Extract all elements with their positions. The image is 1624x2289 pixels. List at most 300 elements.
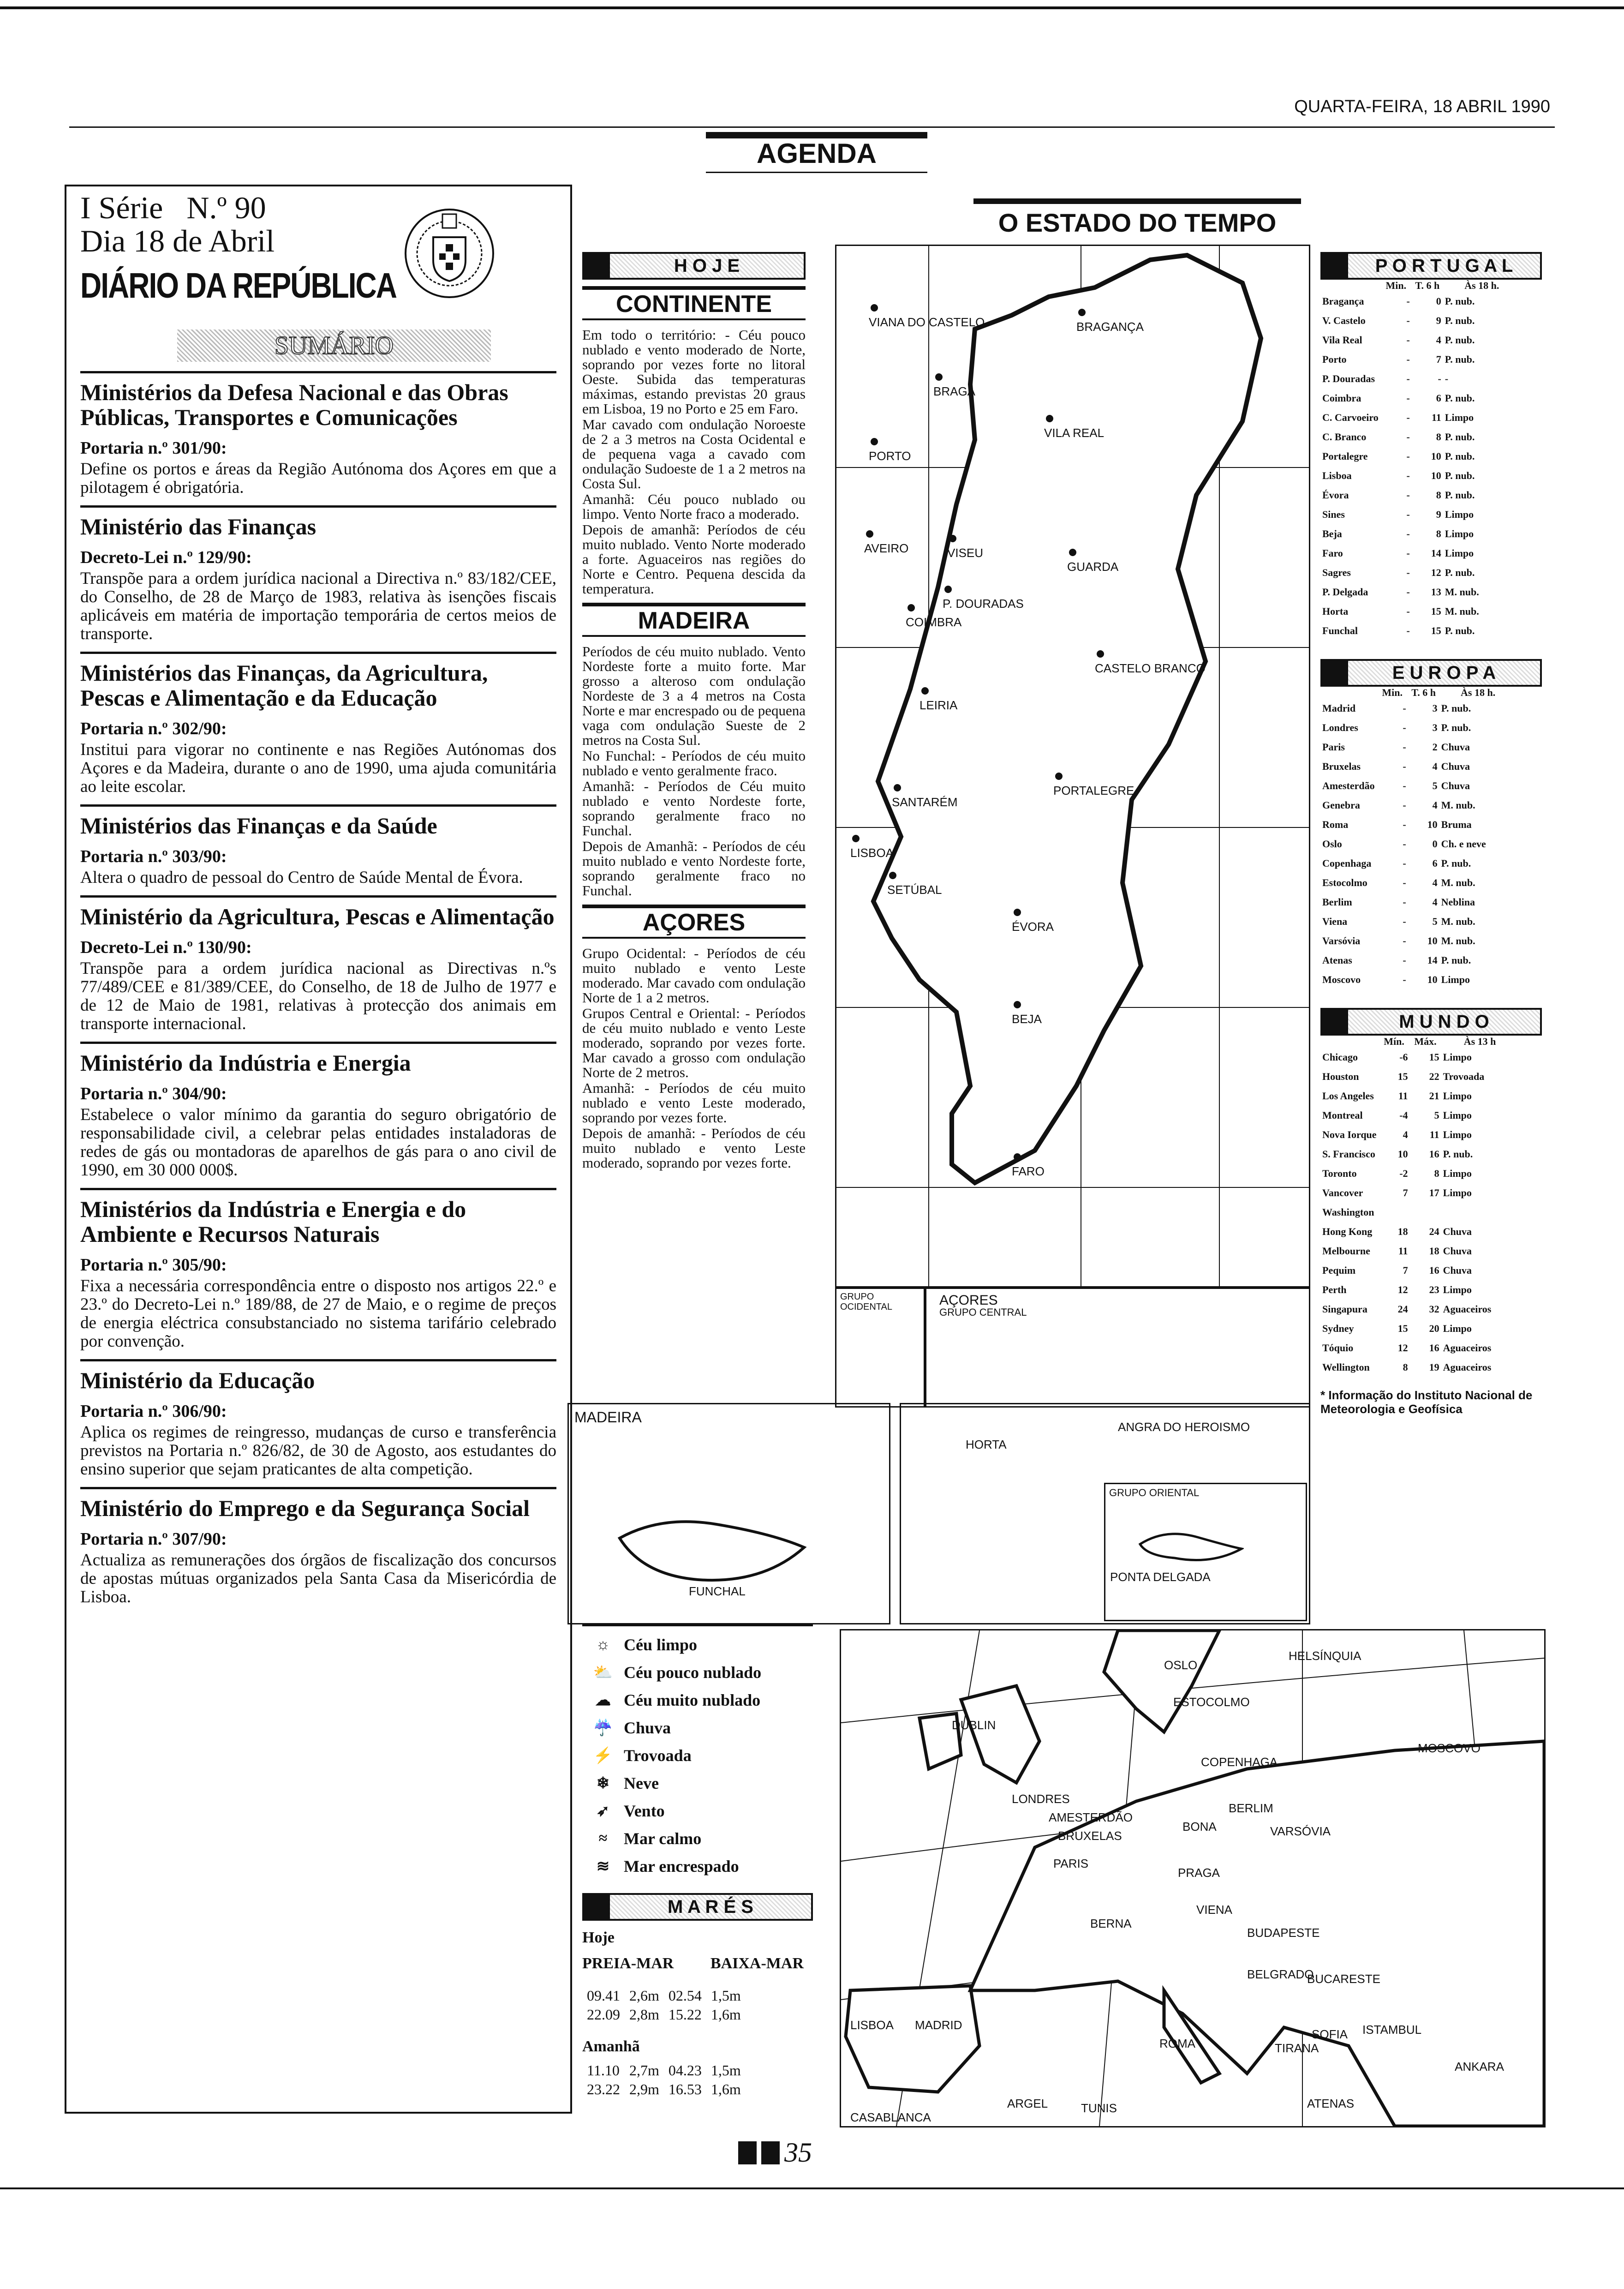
table-cell: 8 bbox=[1436, 489, 1441, 501]
table-cell: - bbox=[1403, 954, 1406, 966]
table-cell: - bbox=[1403, 935, 1406, 947]
ministry-name: Ministérios da Defesa Nacional e das Obras Públicas, Transportes e Comunicações bbox=[80, 379, 508, 430]
table-cell: V. Castelo bbox=[1322, 315, 1366, 326]
city-label: COPENHAGA bbox=[1201, 1755, 1278, 1769]
table-cell: 24 bbox=[1397, 1303, 1408, 1315]
table-cell: P. nub. bbox=[1441, 954, 1471, 966]
tide-cell: 2,8m bbox=[629, 2006, 659, 2023]
central-oriental-box: HORTA ANGRA DO HEROISMO GRUPO ORIENTAL PONTA DELGADA bbox=[900, 1403, 1310, 1624]
table-row bbox=[1320, 1125, 1519, 1144]
legend-item bbox=[582, 1742, 813, 1769]
table-row bbox=[1320, 912, 1517, 931]
partly-cloudy-icon: ⛅ bbox=[593, 1664, 613, 1681]
table-cell: 15 bbox=[1429, 1051, 1439, 1063]
table-cell: - bbox=[1406, 295, 1410, 307]
table-cell: 8 bbox=[1436, 431, 1441, 443]
europa-table bbox=[1320, 687, 1517, 989]
table-cell: Atenas bbox=[1322, 954, 1352, 966]
table-cell: M. nub. bbox=[1441, 935, 1475, 947]
table-cell: Funchal bbox=[1322, 625, 1358, 636]
table-cell: Beja bbox=[1322, 528, 1342, 539]
column-header: Mín. bbox=[1384, 1036, 1404, 1047]
table-cell: Horta bbox=[1322, 605, 1349, 617]
table-row bbox=[1320, 776, 1517, 796]
city-label: GUARDA bbox=[1067, 560, 1119, 574]
table-cell: Copenhaga bbox=[1322, 857, 1372, 869]
table-row bbox=[1320, 834, 1517, 854]
table-cell: 3 bbox=[1432, 722, 1438, 733]
publisher-logo bbox=[738, 2141, 757, 2164]
tide-cell: 1,5m bbox=[710, 2062, 741, 2079]
table-cell: Chuva bbox=[1443, 1226, 1472, 1237]
table-row bbox=[1320, 873, 1517, 893]
city-label: AMESTERDÃO bbox=[1049, 1810, 1133, 1824]
table-row bbox=[1320, 854, 1517, 873]
city-label: COIMBRA bbox=[906, 615, 962, 629]
rough-sea-icon: ≋ bbox=[596, 1858, 610, 1875]
table-cell: P. nub. bbox=[1445, 354, 1475, 365]
table-cell: 4 bbox=[1432, 896, 1438, 908]
city-dot bbox=[908, 604, 915, 611]
decree-summary: Fixa a necessária correspondência entre o disposto nos artigos 22.º e 23.º do Decreto-Lei n.º 189/88, de 27 de Maio, e o regime de preços de energia eléctrica consubstanciado no sistema tarifário celebrado por convenção. bbox=[80, 1276, 556, 1351]
table-cell: Wellington bbox=[1322, 1361, 1370, 1373]
decree-number: Portaria n.º 305/90: bbox=[80, 1255, 227, 1275]
table-cell: Porto bbox=[1322, 354, 1347, 365]
table-cell: Limpo bbox=[1445, 412, 1474, 423]
legend-label: Trovoada bbox=[624, 1746, 692, 1765]
table-cell: Chuva bbox=[1441, 761, 1470, 772]
table-cell: -4 bbox=[1399, 1109, 1408, 1121]
publisher-logo-2 bbox=[761, 2141, 780, 2164]
table-cell: C. Branco bbox=[1322, 431, 1367, 443]
decree-number: Portaria n.º 303/90: bbox=[80, 847, 227, 866]
table-row bbox=[1320, 1319, 1519, 1338]
table-cell: 17 bbox=[1429, 1187, 1439, 1198]
table-cell: - bbox=[1406, 334, 1410, 346]
decree-summary: Estabelece o valor mínimo da garantia do seguro obrigatório de responsabilidade civil, a celebrar pelas entidades instaladoras de redes de gás ou montadoras de aparelhos de gás para o ano civil de 1990, em 30 000 000$. bbox=[80, 1105, 556, 1180]
table-row bbox=[1320, 815, 1517, 834]
table-cell: Houston bbox=[1322, 1071, 1359, 1082]
table-cell: - bbox=[1403, 974, 1406, 985]
table-cell: Vancover bbox=[1322, 1187, 1363, 1198]
hoje-bar bbox=[582, 252, 806, 280]
table-cell: - bbox=[1403, 702, 1406, 714]
table-cell: 7 bbox=[1403, 1187, 1408, 1198]
table-cell: Montreal bbox=[1322, 1109, 1363, 1121]
table-cell: 8 bbox=[1403, 1361, 1408, 1373]
table-cell: 18 bbox=[1429, 1245, 1439, 1257]
table-cell: Limpo bbox=[1441, 974, 1470, 985]
table-cell: 12 bbox=[1431, 567, 1441, 578]
table-cell bbox=[1441, 1203, 1519, 1222]
table-row bbox=[1320, 893, 1517, 912]
table-cell: - bbox=[1406, 412, 1410, 423]
table-cell: 9 bbox=[1436, 315, 1441, 326]
city-dot bbox=[1014, 1153, 1021, 1161]
table-cell: 11 bbox=[1432, 412, 1441, 423]
table-cell: - bbox=[1403, 722, 1406, 733]
table-cell: P. nub. bbox=[1441, 722, 1471, 733]
city-label: BONA bbox=[1182, 1820, 1217, 1834]
table-row bbox=[1320, 466, 1521, 485]
page-number: 35 bbox=[784, 2137, 812, 2168]
table-cell: 6 bbox=[1432, 857, 1438, 869]
table-cell: Washington bbox=[1322, 1206, 1374, 1218]
city-label: SOFIA bbox=[1312, 2027, 1348, 2041]
table-cell: 5 bbox=[1432, 780, 1438, 791]
header-blank bbox=[1320, 280, 1380, 292]
table-cell: 15 bbox=[1397, 1071, 1408, 1082]
table-cell: Ch. e neve bbox=[1441, 838, 1486, 850]
table-cell: Chuva bbox=[1443, 1245, 1472, 1257]
table-row bbox=[1320, 970, 1517, 989]
legend-item bbox=[582, 1825, 813, 1852]
table-cell: 0 bbox=[1432, 838, 1438, 850]
acores-heading: AÇORES bbox=[582, 905, 806, 939]
table-cell: 24 bbox=[1429, 1226, 1439, 1237]
table-cell: M. nub. bbox=[1441, 916, 1475, 927]
table-cell: M. nub. bbox=[1445, 605, 1479, 617]
legend-item bbox=[582, 1686, 813, 1714]
table-cell: Estocolmo bbox=[1322, 877, 1367, 888]
ministry-name: Ministérios das Finanças, da Agricultura, Pescas e Alimentação e da Educação bbox=[80, 660, 488, 711]
decree-number: Portaria n.º 306/90: bbox=[80, 1402, 227, 1421]
legend-item bbox=[582, 1631, 813, 1659]
wind-icon: ➶ bbox=[596, 1803, 610, 1820]
table-cell: Sines bbox=[1322, 509, 1345, 520]
ministry-name: Ministério do Emprego e da Segurança Social bbox=[80, 1495, 530, 1521]
table-cell: 22 bbox=[1429, 1071, 1439, 1082]
legend-label: Céu muito nublado bbox=[624, 1691, 761, 1709]
cloudy-icon: ☁ bbox=[595, 1692, 611, 1709]
table-row bbox=[1320, 1164, 1519, 1183]
table-cell: - bbox=[1403, 877, 1406, 888]
table-cell: 10 bbox=[1427, 974, 1438, 985]
tides-header: PREIA-MAR BAIXA-MAR bbox=[582, 1955, 804, 1972]
weather-tables bbox=[1320, 252, 1542, 1416]
table-cell: - bbox=[1406, 605, 1410, 617]
decree-summary: Transpõe para a ordem jurídica nacional as Directivas n.ºs 77/489/CEE e 81/389/CEE, do Conselho, de 18 de Julho de 1977 e de 12 de Maio de 1981, relativas à protecção dos animais em transporte internacional. bbox=[80, 959, 556, 1033]
table-row bbox=[1320, 737, 1517, 757]
table-row bbox=[1320, 350, 1521, 369]
table-cell: 8 bbox=[1434, 1168, 1439, 1179]
table-cell: - bbox=[1406, 489, 1410, 501]
table-row bbox=[1320, 544, 1521, 563]
table-cell: Vila Real bbox=[1322, 334, 1362, 346]
decree-number: Portaria n.º 301/90: bbox=[80, 438, 227, 458]
column-header: T. 6 h bbox=[1411, 687, 1436, 698]
table-row bbox=[1320, 699, 1517, 718]
decree-number: Decreto-Lei n.º 129/90: bbox=[80, 548, 252, 567]
continente-heading: CONTINENTE bbox=[582, 286, 806, 320]
table-cell: Melbourne bbox=[1322, 1245, 1370, 1257]
table-cell: Hong Kong bbox=[1322, 1226, 1373, 1237]
table-cell: 0 bbox=[1436, 295, 1441, 307]
sumario-section bbox=[80, 1188, 556, 1359]
table-cell: 18 bbox=[1397, 1226, 1408, 1237]
decree-summary: Altera o quadro de pessoal do Centro de Saúde Mental de Évora. bbox=[80, 868, 523, 887]
table-cell: Londres bbox=[1322, 722, 1358, 733]
table-header bbox=[1320, 1036, 1519, 1048]
table-cell: 21 bbox=[1429, 1090, 1439, 1102]
city-label: TIRANA bbox=[1275, 2041, 1319, 2055]
table-cell: Varsóvia bbox=[1322, 935, 1361, 947]
decree-number: Decreto-Lei n.º 130/90: bbox=[80, 938, 252, 957]
table-cell: Lisboa bbox=[1322, 470, 1352, 481]
table-cell: Limpo bbox=[1443, 1323, 1472, 1334]
table-row bbox=[1320, 1222, 1519, 1241]
forecast-paragraph: Grupo Ocidental: - Períodos de céu muito nublado e vento Leste moderado. Mar cavado com ondulação Norte de 1 a 2 metros. bbox=[582, 945, 806, 1006]
continente-text bbox=[582, 328, 806, 596]
table-cell: 10 bbox=[1397, 1148, 1408, 1160]
table-cell: Coimbra bbox=[1322, 392, 1361, 404]
table-cell: Berlim bbox=[1322, 896, 1352, 908]
table-cell: M. nub. bbox=[1441, 877, 1475, 888]
table-cell: - bbox=[1403, 896, 1406, 908]
table-cell: P. nub. bbox=[1443, 1148, 1473, 1160]
city-label: BEJA bbox=[1012, 1012, 1042, 1026]
table-cell: - bbox=[1403, 761, 1406, 772]
europe-map bbox=[840, 1629, 1546, 2127]
table-row bbox=[1320, 796, 1517, 815]
table-row bbox=[1320, 292, 1521, 311]
city-dot bbox=[1014, 909, 1021, 916]
table-cell: - bbox=[1406, 373, 1410, 384]
table-cell: - bbox=[1406, 450, 1410, 462]
table-row bbox=[1320, 427, 1521, 447]
ministry-name: Ministério da Indústria e Energia bbox=[80, 1050, 411, 1076]
rain-icon: ☔ bbox=[593, 1720, 613, 1737]
table-cell: M. nub. bbox=[1441, 799, 1475, 811]
city-label: OSLO bbox=[1164, 1658, 1198, 1672]
table-cell: - bbox=[1406, 586, 1410, 598]
table-cell: P. nub. bbox=[1445, 392, 1475, 404]
sun-icon: ☼ bbox=[596, 1636, 610, 1653]
diario-header bbox=[80, 190, 556, 360]
date-line: QUARTA-FEIRA, 18 ABRIL 1990 bbox=[1294, 97, 1550, 116]
city-label: BRUXELAS bbox=[1058, 1829, 1122, 1843]
table-cell: Limpo bbox=[1443, 1187, 1472, 1198]
table-cell: P. Delgada bbox=[1322, 586, 1368, 598]
city-dot bbox=[935, 373, 943, 381]
table-cell: Bruma bbox=[1441, 819, 1472, 830]
tide-cell: 02.54 bbox=[668, 1987, 702, 2004]
table-cell: M. nub. bbox=[1445, 586, 1479, 598]
table-row bbox=[1320, 718, 1517, 737]
table-cell: Portalegre bbox=[1322, 450, 1368, 462]
tide-row bbox=[582, 2061, 746, 2080]
table-cell: - bbox=[1403, 838, 1406, 850]
city-label: VISEU bbox=[947, 546, 984, 560]
tide-cell: 16.53 bbox=[668, 2081, 702, 2097]
table-cell: Roma bbox=[1322, 819, 1349, 830]
snow-icon: ❄ bbox=[596, 1775, 610, 1792]
table-cell bbox=[1410, 1203, 1441, 1222]
table-row bbox=[1320, 582, 1521, 602]
table-row bbox=[1320, 621, 1521, 641]
table-cell: Aguaceiros bbox=[1443, 1303, 1492, 1315]
table-row bbox=[1320, 505, 1521, 524]
table-cell: 5 bbox=[1432, 916, 1438, 927]
table-cell: 5 bbox=[1434, 1109, 1439, 1121]
table-cell: - bbox=[1406, 509, 1410, 520]
header-rule bbox=[69, 126, 1555, 128]
table-cell: Moscovo bbox=[1322, 974, 1361, 985]
table-cell: Perth bbox=[1322, 1284, 1347, 1295]
tide-row bbox=[582, 2005, 746, 2024]
table-cell: P. Douradas bbox=[1322, 373, 1375, 384]
city-dot bbox=[1014, 1001, 1021, 1008]
column-header: Min. bbox=[1382, 687, 1403, 698]
column-header: T. 6 h bbox=[1415, 280, 1440, 291]
table-cell: P. nub. bbox=[1445, 625, 1475, 636]
table-row bbox=[1320, 369, 1521, 389]
europa-bar: E U R O P A bbox=[1320, 659, 1542, 687]
table-cell: 11 bbox=[1398, 1090, 1408, 1102]
column-header: Às 13 h bbox=[1463, 1036, 1496, 1047]
table-row bbox=[1320, 311, 1521, 330]
madeira-text bbox=[582, 644, 806, 898]
sumario-section bbox=[80, 652, 556, 804]
city-label: ESTOCOLMO bbox=[1173, 1695, 1250, 1709]
tide-cell: 15.22 bbox=[668, 2006, 702, 2023]
table-cell: 10 bbox=[1431, 470, 1441, 481]
city-dot bbox=[871, 304, 878, 312]
sumario-section bbox=[80, 1042, 556, 1188]
header-blank bbox=[1320, 1036, 1379, 1048]
table-cell: Madrid bbox=[1322, 702, 1356, 714]
city-label: DUBLIN bbox=[952, 1718, 996, 1732]
table-cell: Chicago bbox=[1322, 1051, 1358, 1063]
table-cell: 6 bbox=[1436, 392, 1441, 404]
legend-item bbox=[582, 1852, 813, 1880]
table-row bbox=[1320, 524, 1521, 544]
city-label: ÉVORA bbox=[1012, 920, 1054, 934]
city-dot bbox=[1097, 650, 1104, 658]
numero: N.º 90 bbox=[186, 190, 266, 225]
decree-summary: Actualiza as remunerações dos órgãos de fiscalização dos concursos de apostas mútuas organizados pela Santa Casa da Misericórdia de Lisboa. bbox=[80, 1551, 556, 1606]
table-cell: 16 bbox=[1429, 1148, 1439, 1160]
table-cell: Limpo bbox=[1445, 528, 1474, 539]
decree-number: Portaria n.º 302/90: bbox=[80, 719, 227, 738]
sumario-section bbox=[80, 371, 556, 505]
forecast-paragraph: Grupos Central e Oriental: - Períodos de céu muito nublado e vento Leste moderado, soprando por vezes forte. Mar cavado a grosso com ondulação Norte de 2 metros. bbox=[582, 1005, 806, 1080]
hoje-label: H O J E bbox=[610, 254, 804, 278]
legend-label: Chuva bbox=[624, 1719, 671, 1737]
table-cell: 10 bbox=[1427, 819, 1438, 830]
table-cell: Évora bbox=[1322, 489, 1349, 501]
table-cell: Limpo bbox=[1443, 1129, 1472, 1140]
tide-cell: 22.09 bbox=[587, 2006, 620, 2023]
city-label: PARIS bbox=[1053, 1857, 1089, 1870]
city-label: ANKARA bbox=[1455, 2060, 1504, 2073]
table-cell: 12 bbox=[1397, 1342, 1408, 1354]
sumario-section bbox=[80, 804, 556, 895]
table-cell: -2 bbox=[1399, 1168, 1408, 1179]
city-label: HELSÍNQUIA bbox=[1289, 1649, 1361, 1663]
table-cell: - bbox=[1403, 916, 1406, 927]
legend-label: Mar encrespado bbox=[624, 1857, 739, 1876]
city-dot bbox=[944, 586, 952, 593]
table-cell: 15 bbox=[1431, 625, 1441, 636]
table-cell: 4 bbox=[1432, 761, 1438, 772]
table-row bbox=[1320, 563, 1521, 582]
city-dot bbox=[1046, 415, 1053, 422]
table-cell: Limpo bbox=[1443, 1284, 1472, 1295]
table-cell: C. Carvoeiro bbox=[1322, 412, 1379, 423]
table-cell: - bbox=[1403, 741, 1406, 753]
city-dot bbox=[1078, 309, 1086, 316]
table-cell: Limpo bbox=[1443, 1051, 1472, 1063]
mundo-table bbox=[1320, 1036, 1519, 1377]
table-row bbox=[1320, 1203, 1519, 1222]
city-label: ROMA bbox=[1159, 2037, 1195, 2050]
city-label: BUCARESTE bbox=[1307, 1972, 1380, 1986]
decree-summary: Transpõe para a ordem jurídica nacional a Directiva n.º 83/182/CEE, do Conselho, de 28 de Março de 1983, relativa às isenções fiscais aplicáveis em matéria de importação temporária de certos meios de transporte. bbox=[80, 569, 556, 643]
table-row bbox=[1320, 1067, 1519, 1086]
forecast-paragraph: Depois de amanhã: - Períodos de céu muito nublado e vento Leste moderado, soprando por vezes forte. bbox=[582, 1125, 806, 1171]
table-cell: Aguaceiros bbox=[1443, 1361, 1492, 1373]
forecast-paragraph: Amanhã: - Períodos de Céu muito nublado e vento Nordeste forte, soprando geralmente fraco no Funchal. bbox=[582, 778, 806, 839]
table-cell: - bbox=[1445, 373, 1449, 384]
tide-cell: 04.23 bbox=[668, 2062, 702, 2079]
table-cell: P. nub. bbox=[1445, 489, 1475, 501]
table-cell: - bbox=[1403, 857, 1406, 869]
city-label: VILA REAL bbox=[1044, 426, 1105, 440]
table-row bbox=[1320, 389, 1521, 408]
table-cell: P. nub. bbox=[1445, 334, 1475, 346]
forecast-paragraph: Amanhã: - Períodos de céu muito nublado e vento Leste moderado, soprando por vezes forte. bbox=[582, 1080, 806, 1126]
table-cell: Bruxelas bbox=[1322, 761, 1361, 772]
legend-item bbox=[582, 1659, 813, 1686]
city-label: VARSÓVIA bbox=[1270, 1824, 1331, 1838]
forecast-paragraph: Depois de Amanhã: - Períodos de céu muito nublado e vento Nordeste forte, soprando geralmente fraco no Funchal. bbox=[582, 838, 806, 899]
ministry-name: Ministério da Educação bbox=[80, 1367, 315, 1393]
table-row bbox=[1320, 1300, 1519, 1319]
bottom-rule bbox=[0, 2187, 1624, 2189]
table-cell: Singapura bbox=[1322, 1303, 1367, 1315]
city-label: SETÚBAL bbox=[887, 883, 942, 897]
table-cell: - bbox=[1403, 799, 1406, 811]
table-cell: 16 bbox=[1429, 1264, 1439, 1276]
tide-cell: 2,7m bbox=[629, 2062, 659, 2079]
sumario-section bbox=[80, 505, 556, 652]
portugal-map bbox=[835, 245, 1310, 1288]
table-cell: Chuva bbox=[1441, 780, 1470, 791]
table-cell: 23 bbox=[1429, 1284, 1439, 1295]
table-cell: - bbox=[1406, 354, 1410, 365]
table-cell: Chuva bbox=[1441, 741, 1470, 753]
tide-row bbox=[582, 1986, 746, 2005]
table-cell: Genebra bbox=[1322, 799, 1360, 811]
city-label: MADRID bbox=[915, 2018, 962, 2032]
table-row bbox=[1320, 931, 1517, 951]
city-label: TUNIS bbox=[1081, 2101, 1117, 2115]
column-header: Às 18 h. bbox=[1464, 280, 1499, 291]
table-row bbox=[1320, 1280, 1519, 1300]
tide-cell: 2,9m bbox=[629, 2081, 659, 2097]
city-dot bbox=[852, 835, 860, 842]
table-cell: - bbox=[1403, 780, 1406, 791]
city-label: VIENA bbox=[1196, 1903, 1233, 1917]
calm-sea-icon: ≈ bbox=[598, 1830, 608, 1847]
table-cell: Limpo bbox=[1445, 547, 1474, 559]
table-row bbox=[1320, 485, 1521, 505]
city-label: FARO bbox=[1012, 1164, 1045, 1178]
table-cell: 10 bbox=[1427, 935, 1438, 947]
table-cell: Pequim bbox=[1322, 1264, 1356, 1276]
table-cell: Bragança bbox=[1322, 295, 1364, 307]
